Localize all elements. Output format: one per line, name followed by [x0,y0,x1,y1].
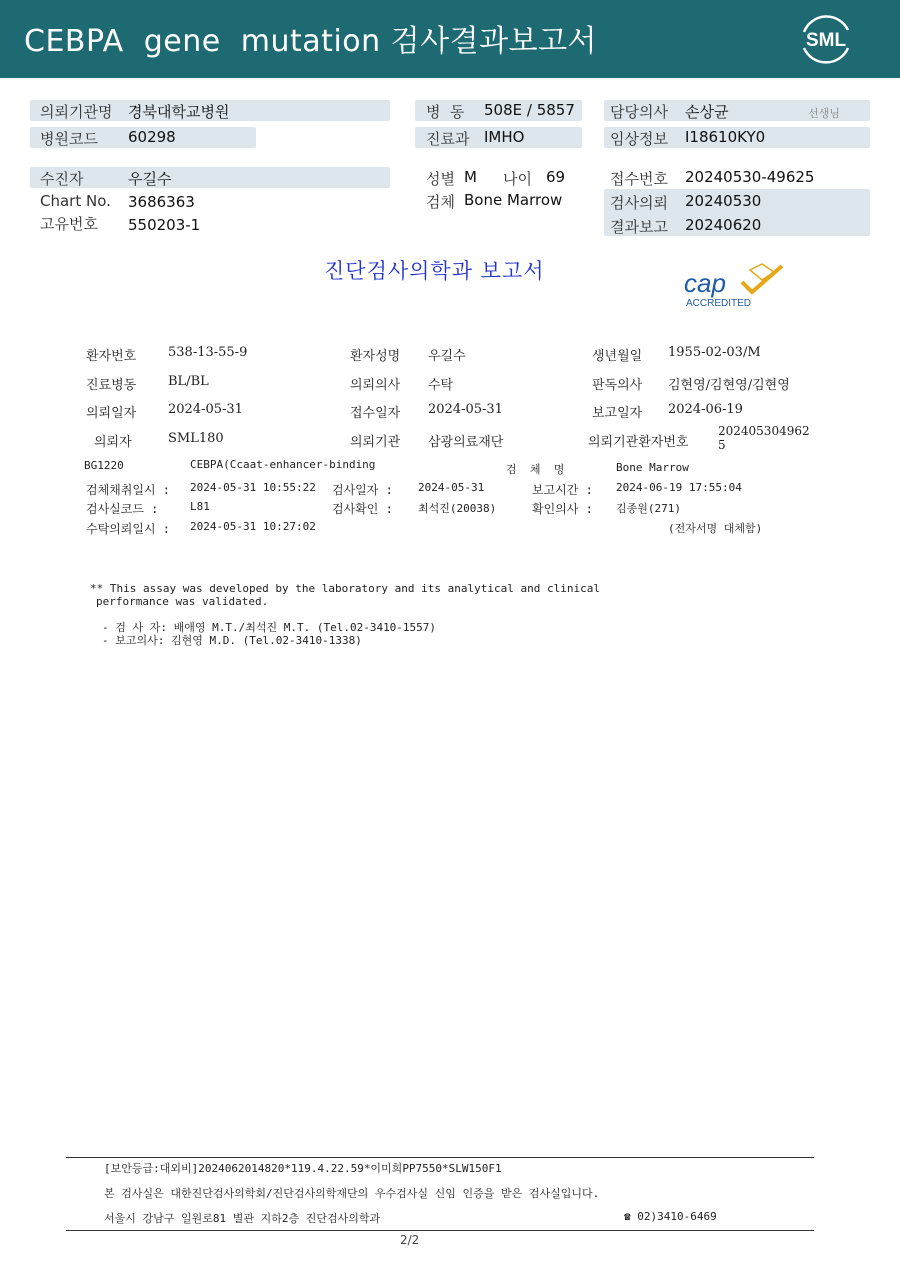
phone-line: ☎ 02)3410-6469 [624,1210,717,1223]
report-header [0,0,900,78]
name-value: 우길수 [428,349,466,364]
req-doc-value: 수탁 [428,378,454,393]
inst-pid-value: 202405304962 [718,424,810,438]
dob-value: 1955-02-03/M [668,345,761,360]
page-number: 2/2 [400,1233,420,1247]
confirm-doc-label: 확인의사 : [532,502,593,516]
chart-value: 3686363 [128,193,195,211]
rec-date-value: 2024-05-31 [428,402,503,417]
doctor-label: 담당의사 [610,103,668,121]
staff-line-2: - 보고의사: 김현영 M.D. (Tel.02-3410-1338) [102,634,362,647]
read-doc-value: 김현영/김현영/김현영 [668,378,790,393]
age-value: 69 [546,168,566,186]
request-label: 검사의뢰 [610,194,668,212]
confirm-value: 최석진(20038) [418,502,497,515]
hospital-code-value: 60298 [128,128,176,146]
ward-value-2: BL/BL [168,374,209,389]
footer-divider-top [66,1157,814,1158]
confirm-doc-value: 김종원(271) [616,502,681,515]
test-code: BG1220 [84,459,124,472]
result-label: 결과보고 [610,218,668,236]
ward-label: 병 동 [426,103,465,121]
institution-label: 의뢰기관명 [40,103,113,121]
result-value: 20240620 [685,216,762,234]
certification-line: 본 검사실은 대한진단검사의학회/진단검사의학재단의 우수검사실 신임 인증을 받은 검사실입니다. [104,1187,600,1200]
test-specimen-label: 검 체 명 [506,463,565,476]
dept-value: IMHO [484,128,525,146]
footer-divider-bottom [66,1230,814,1231]
security-line: [보안등급:대외비]2024062014820*119.4.22.59*이미희PP7550*SLW150F1 [104,1162,502,1175]
rec-date-label: 접수일자 [350,406,401,421]
staff-line-1: - 검 사 자: 배애영 M.T./최석진 M.T. (Tel.02-3410-1557) [102,621,437,634]
exam-date-value: 2024-05-31 [418,481,485,494]
report-time-value: 2024-06-19 17:55:04 [616,481,742,494]
lab-code-value: L81 [190,500,210,513]
address-line: 서울시 강남구 일원로81 별관 지하2층 진단검사의학과 [104,1212,381,1225]
requester-value: SML180 [168,431,224,446]
specimen-value: Bone Marrow [464,191,563,209]
doctor-suffix: 선생님 [808,107,840,120]
hospital-code-label: 병원코드 [40,130,98,148]
consign-label: 수탁의뢰일시 : [86,522,171,536]
rep-date-value: 2024-06-19 [668,402,743,417]
specimen-label: 검체 [426,193,455,211]
receipt-label: 접수번호 [610,170,668,188]
cap-sub: ACCREDITED [686,298,752,309]
pid-label: 환자번호 [86,349,137,364]
dob-label: 생년월일 [592,349,643,364]
test-specimen-value: Bone Marrow [616,461,689,474]
req-doc-label: 의뢰의사 [350,378,401,393]
collect-value: 2024-05-31 10:55:22 [190,481,316,494]
confirm-label: 검사확인 : [332,502,393,516]
patient-label: 수진자 [40,170,84,188]
receipt-value: 20240530-49625 [685,168,815,186]
unique-label: 고유번호 [40,215,98,233]
test-name: CEBPA(Ccaat-enhancer-binding [190,458,376,471]
req-date-label: 의뢰일자 [86,406,137,421]
read-doc-label: 판독의사 [592,378,643,393]
institution-value: 경북대학교병원 [128,103,230,121]
req-inst-value: 삼광의료재단 [428,435,504,450]
requester-label: 의뢰자 [94,435,132,450]
inst-pid-label: 의뢰기관환자번호 [588,435,689,450]
cap-word: cap [684,268,726,298]
patient-value: 우길수 [128,170,172,188]
clinical-value: I18610KY0 [685,128,766,146]
esign-note: (전자서명 대체함) [668,522,763,535]
rep-date-label: 보고일자 [592,406,643,421]
exam-date-label: 검사일자 : [332,483,393,497]
label-bar [30,167,390,188]
sex-label: 성별 [426,170,455,188]
request-value: 20240530 [685,192,762,210]
validation-note-line2: performance was validated. [96,595,269,608]
unique-value: 550203-1 [128,216,201,234]
page-title: CEBPA gene mutation 검사결과보고서 [24,24,598,59]
sex-value: M [464,168,477,186]
report-title: 진단검사의학과 보고서 [324,259,545,283]
report-time-label: 보고시간 : [532,483,593,497]
inst-pid-value-cont: 5 [718,438,726,452]
lab-code-label: 검사실코드 : [86,502,159,516]
age-label: 나이 [503,170,532,188]
chart-label: Chart No. [40,192,111,210]
validation-note-line1: ** This assay was developed by the laboratory and its analytical and clinical [90,582,600,595]
req-date-value: 2024-05-31 [168,402,243,417]
logo-text: SML [805,30,847,51]
clinical-label: 임상정보 [610,130,668,148]
ward-value: 508E / 5857 [484,101,575,119]
req-inst-label: 의뢰기관 [350,435,401,450]
doctor-value: 손상균 [685,103,729,121]
consign-value: 2024-05-31 10:27:02 [190,520,316,533]
pid-value: 538-13-55-9 [168,345,248,360]
cap-accredited-logo [682,262,792,312]
sml-logo [796,10,856,68]
name-label: 환자성명 [350,349,401,364]
collect-label: 검체채취일시 : [86,483,171,497]
ward-label-2: 진료병동 [86,378,137,393]
dept-label: 진료과 [426,130,470,148]
